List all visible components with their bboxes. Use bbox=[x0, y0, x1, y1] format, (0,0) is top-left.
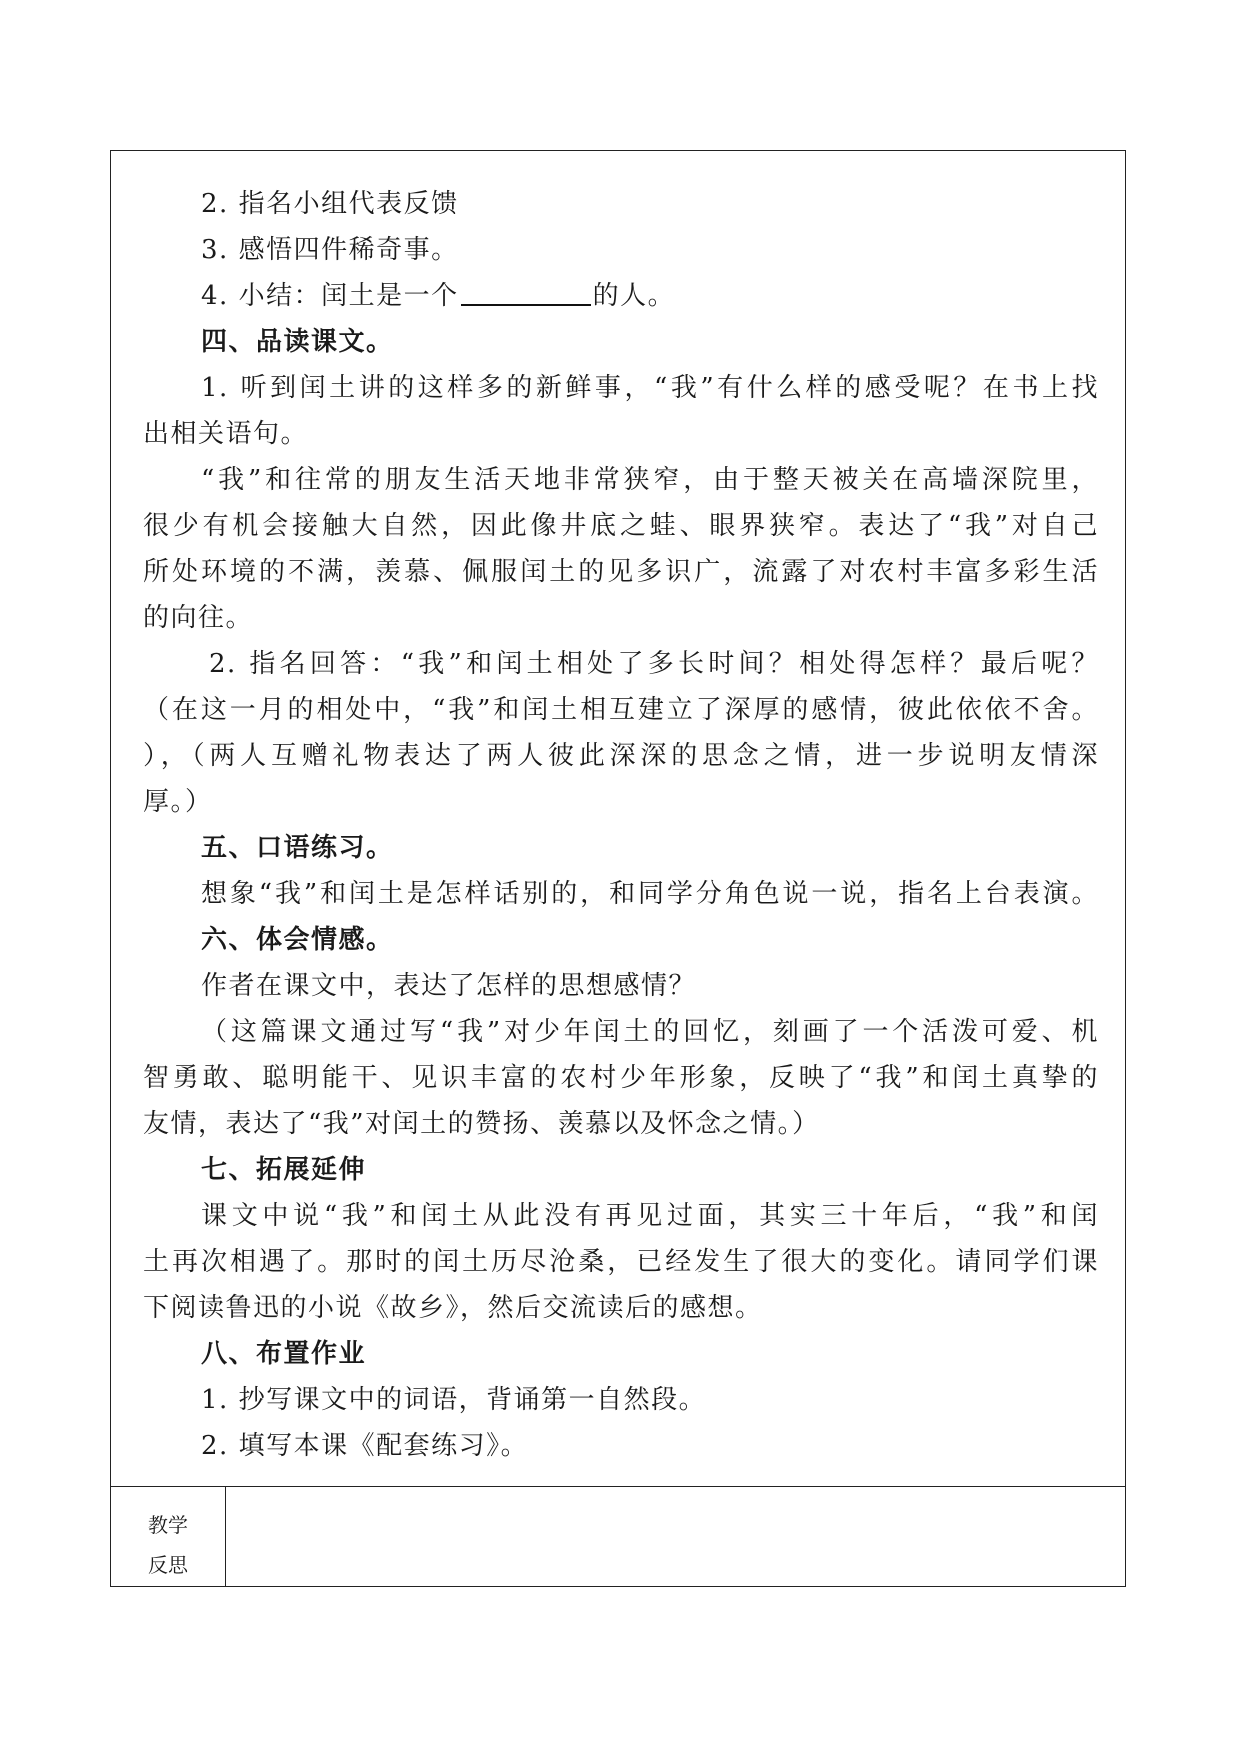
lesson-content-cell bbox=[111, 151, 1125, 1487]
section-heading-7: 七、拓展延伸 bbox=[201, 1155, 367, 1185]
section-heading-8: 八、布置作业 bbox=[201, 1339, 367, 1369]
section-heading-5: 五、口语练习。 bbox=[201, 833, 394, 863]
text-line: 作者在课文中，表达了怎样的思想感情？ bbox=[201, 971, 697, 1001]
reflection-label-line1: 教学 bbox=[148, 1513, 188, 1537]
text-line: 2. 指名回答：“我”和闰土相处了多长时间？相处得怎样？最后呢？ bbox=[209, 649, 1099, 679]
text-line: ），（两人互赠礼物表达了两人彼此深深的思念之情，进一步说明友情深 bbox=[143, 741, 1099, 771]
text-line: 1. 抄写课文中的词语，背诵第一自然段。 bbox=[201, 1385, 707, 1415]
section-heading-6: 六、体会情感。 bbox=[201, 925, 394, 955]
lesson-plan-table bbox=[110, 150, 1126, 1587]
text-line: 厚。） bbox=[143, 787, 213, 817]
text-line: 2. 填写本课《配套练习》。 bbox=[201, 1431, 529, 1461]
reflection-label bbox=[111, 1487, 226, 1586]
summary-suffix: 的人。 bbox=[592, 281, 676, 311]
reflection-value-cell bbox=[226, 1487, 1125, 1586]
text-line: 出相关语句。 bbox=[143, 419, 309, 449]
text-line: （在这一月的相处中，“我”和闰土相互建立了深厚的感情，彼此依依不舍。 bbox=[143, 695, 1099, 725]
text-line: “我”和往常的朋友生活天地非常狭窄，由于整天被关在高墙深院里， bbox=[201, 465, 1099, 495]
text-line: 1. 听到闰土讲的这样多的新鲜事，“我”有什么样的感受呢？在书上找 bbox=[201, 373, 1099, 403]
fill-in-blank bbox=[461, 274, 591, 306]
text-line: （这篇课文通过写“我”对少年闰土的回忆，刻画了一个活泼可爱、机 bbox=[201, 1017, 1099, 1047]
text-line: 2. 指名小组代表反馈 bbox=[201, 189, 459, 219]
text-line: 3. 感悟四件稀奇事。 bbox=[201, 235, 459, 265]
text-line: 下阅读鲁迅的小说《故乡》，然后交流读后的感想。 bbox=[143, 1293, 763, 1323]
text-line: 课文中说“我”和闰土从此没有再见过面，其实三十年后，“我”和闰 bbox=[201, 1201, 1099, 1231]
summary-line bbox=[143, 273, 1099, 319]
summary-prefix: 4. 小结：闰土是一个 bbox=[201, 281, 459, 311]
text-line: 土再次相遇了。那时的闰土历尽沧桑，已经发生了很大的变化。请同学们课 bbox=[143, 1247, 1099, 1277]
text-line: 智勇敢、聪明能干、见识丰富的农村少年形象，反映了“我”和闰土真挚的 bbox=[143, 1063, 1099, 1093]
text-line: 想象“我”和闰土是怎样话别的，和同学分角色说一说，指名上台表演。 bbox=[201, 879, 1099, 909]
reflection-label-line2: 反思 bbox=[148, 1553, 188, 1577]
text-line: 所处环境的不满，羡慕、佩服闰土的见多识广，流露了对农村丰富多彩生活 bbox=[143, 557, 1099, 587]
text-line: 的向往。 bbox=[143, 603, 254, 633]
text-line: 友情，表达了“我”对闰土的赞扬、羡慕以及怀念之情。） bbox=[143, 1109, 820, 1139]
text-line: 很少有机会接触大自然，因此像井底之蛙、眼界狭窄。表达了“我”对自己 bbox=[143, 511, 1099, 541]
section-heading-4: 四、品读课文。 bbox=[201, 327, 394, 357]
